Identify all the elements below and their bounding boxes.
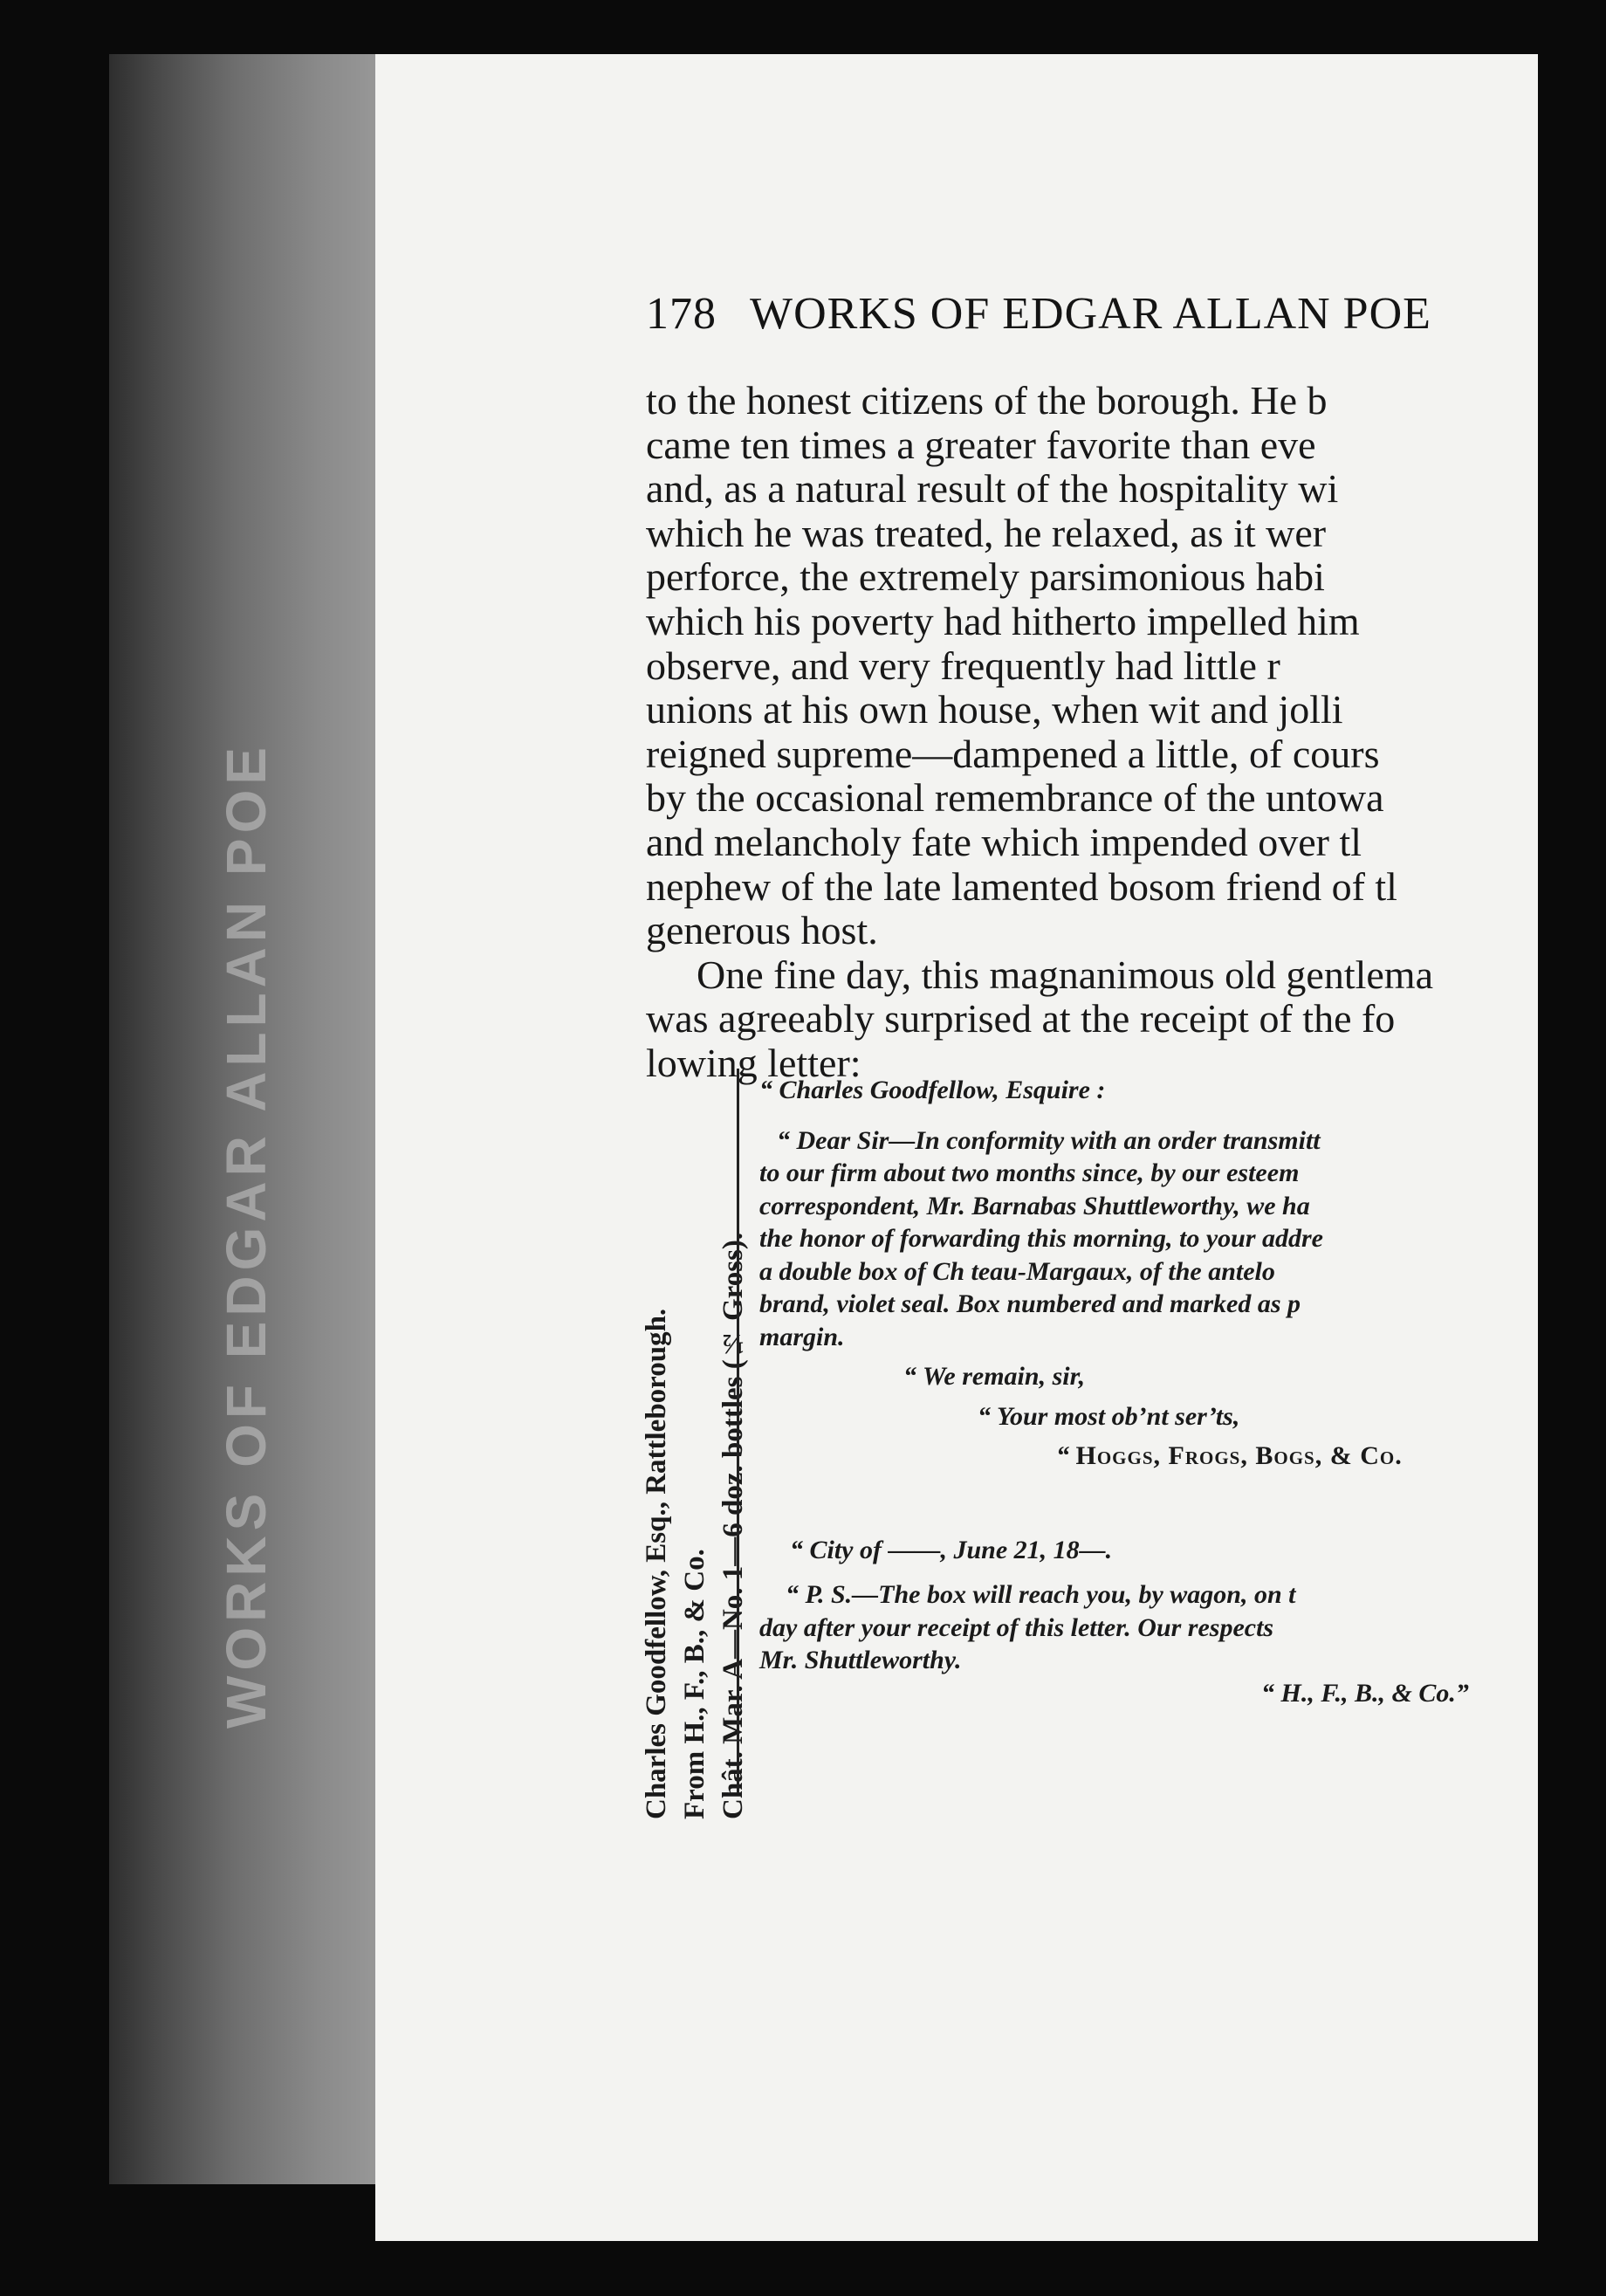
signature-name: Hoggs, Frogs, Bogs, & Co.	[1075, 1441, 1403, 1470]
body-line: to the honest citizens of the borough. He b	[646, 378, 1328, 423]
letter-postscript-line: Mr. Shuttleworthy.	[759, 1646, 962, 1674]
body-line: unions at his own house, when wit and jolli	[646, 687, 1343, 732]
letter-line: “ Dear Sir—In conformity with an order transmitt	[777, 1125, 1321, 1155]
body-line: which his poverty had hitherto impelled him	[646, 598, 1360, 643]
page-header	[646, 288, 1606, 340]
signature-quote: “	[1056, 1441, 1069, 1470]
book-page	[375, 54, 1538, 2241]
body-line: perforce, the extremely parsimonious habi	[646, 554, 1325, 600]
body-line: was agreeably surprised at the receipt of the fo	[646, 996, 1396, 1041]
letter-line: to our firm about two months since, by our esteem	[759, 1158, 1300, 1187]
letter-closing: “ We remain, sir,	[903, 1362, 1086, 1391]
margin-label-line: Chât. Mar. A—No. 1—6 doz. bottles (½ Gross).	[717, 1232, 749, 1819]
body-line: lowing letter:	[646, 1040, 861, 1085]
body-line: nephew of the late lamented bosom friend of tl	[646, 863, 1397, 909]
body-text	[646, 379, 1571, 1086]
letter-line: the honor of forwarding this morning, to your addre	[759, 1224, 1323, 1253]
letter-postscript-signature: “ H., F., B., & Co.”	[1261, 1678, 1469, 1708]
body-line: and, as a natural result of the hospitality wi	[646, 466, 1339, 512]
letter-postscript-line: “ P. S.—The box will reach you, by wagon, on t	[786, 1580, 1296, 1609]
letter-signature	[751, 1440, 1589, 1473]
body-line: observe, and very frequently had little r	[646, 643, 1280, 688]
spine-title: WORKS OF EDGAR ALLAN POE	[215, 741, 278, 1729]
letter-closing: “ Your most ob’nt ser’ts,	[978, 1401, 1240, 1431]
body-line: and melancholy fate which impended over tl	[646, 819, 1362, 864]
letter-line: brand, violet seal. Box numbered and marked as p	[759, 1289, 1301, 1318]
page-number: 178	[646, 289, 717, 339]
letter-postscript-line: day after your receipt of this letter. Our respects	[759, 1612, 1274, 1642]
body-line: came ten times a greater favorite than eve	[646, 422, 1316, 467]
margin-divider	[737, 1069, 739, 1793]
body-line: reigned supreme—dampened a little, of cours	[646, 731, 1380, 776]
letter-line: correspondent, Mr. Barnabas Shuttleworthy, we ha	[759, 1191, 1310, 1220]
running-title: WORKS OF EDGAR ALLAN POE	[750, 289, 1431, 339]
body-line: which he was treated, he relaxed, as it wer	[646, 510, 1327, 555]
body-line: One fine day, this magnanimous old gentlema	[697, 952, 1433, 997]
letter-salutation: “ Charles Goodfellow, Esquire :	[759, 1076, 1106, 1104]
letter-line: a double box of Ch teau-Margaux, of the antelo	[759, 1256, 1275, 1286]
letter-line: margin.	[759, 1322, 845, 1351]
letter-dateline: “ City of ——, June 21, 18—.	[790, 1535, 1113, 1564]
letter-block	[751, 1074, 1589, 1709]
margin-label-line: From H., F., B., & Co.	[679, 1549, 710, 1819]
margin-label-line: Charles Goodfellow, Esq., Rattleborough.	[641, 1308, 672, 1819]
body-line: by the occasional remembrance of the untowa	[646, 775, 1384, 821]
body-line: generous host.	[646, 908, 878, 953]
margin-shipping-label	[637, 1069, 768, 1819]
